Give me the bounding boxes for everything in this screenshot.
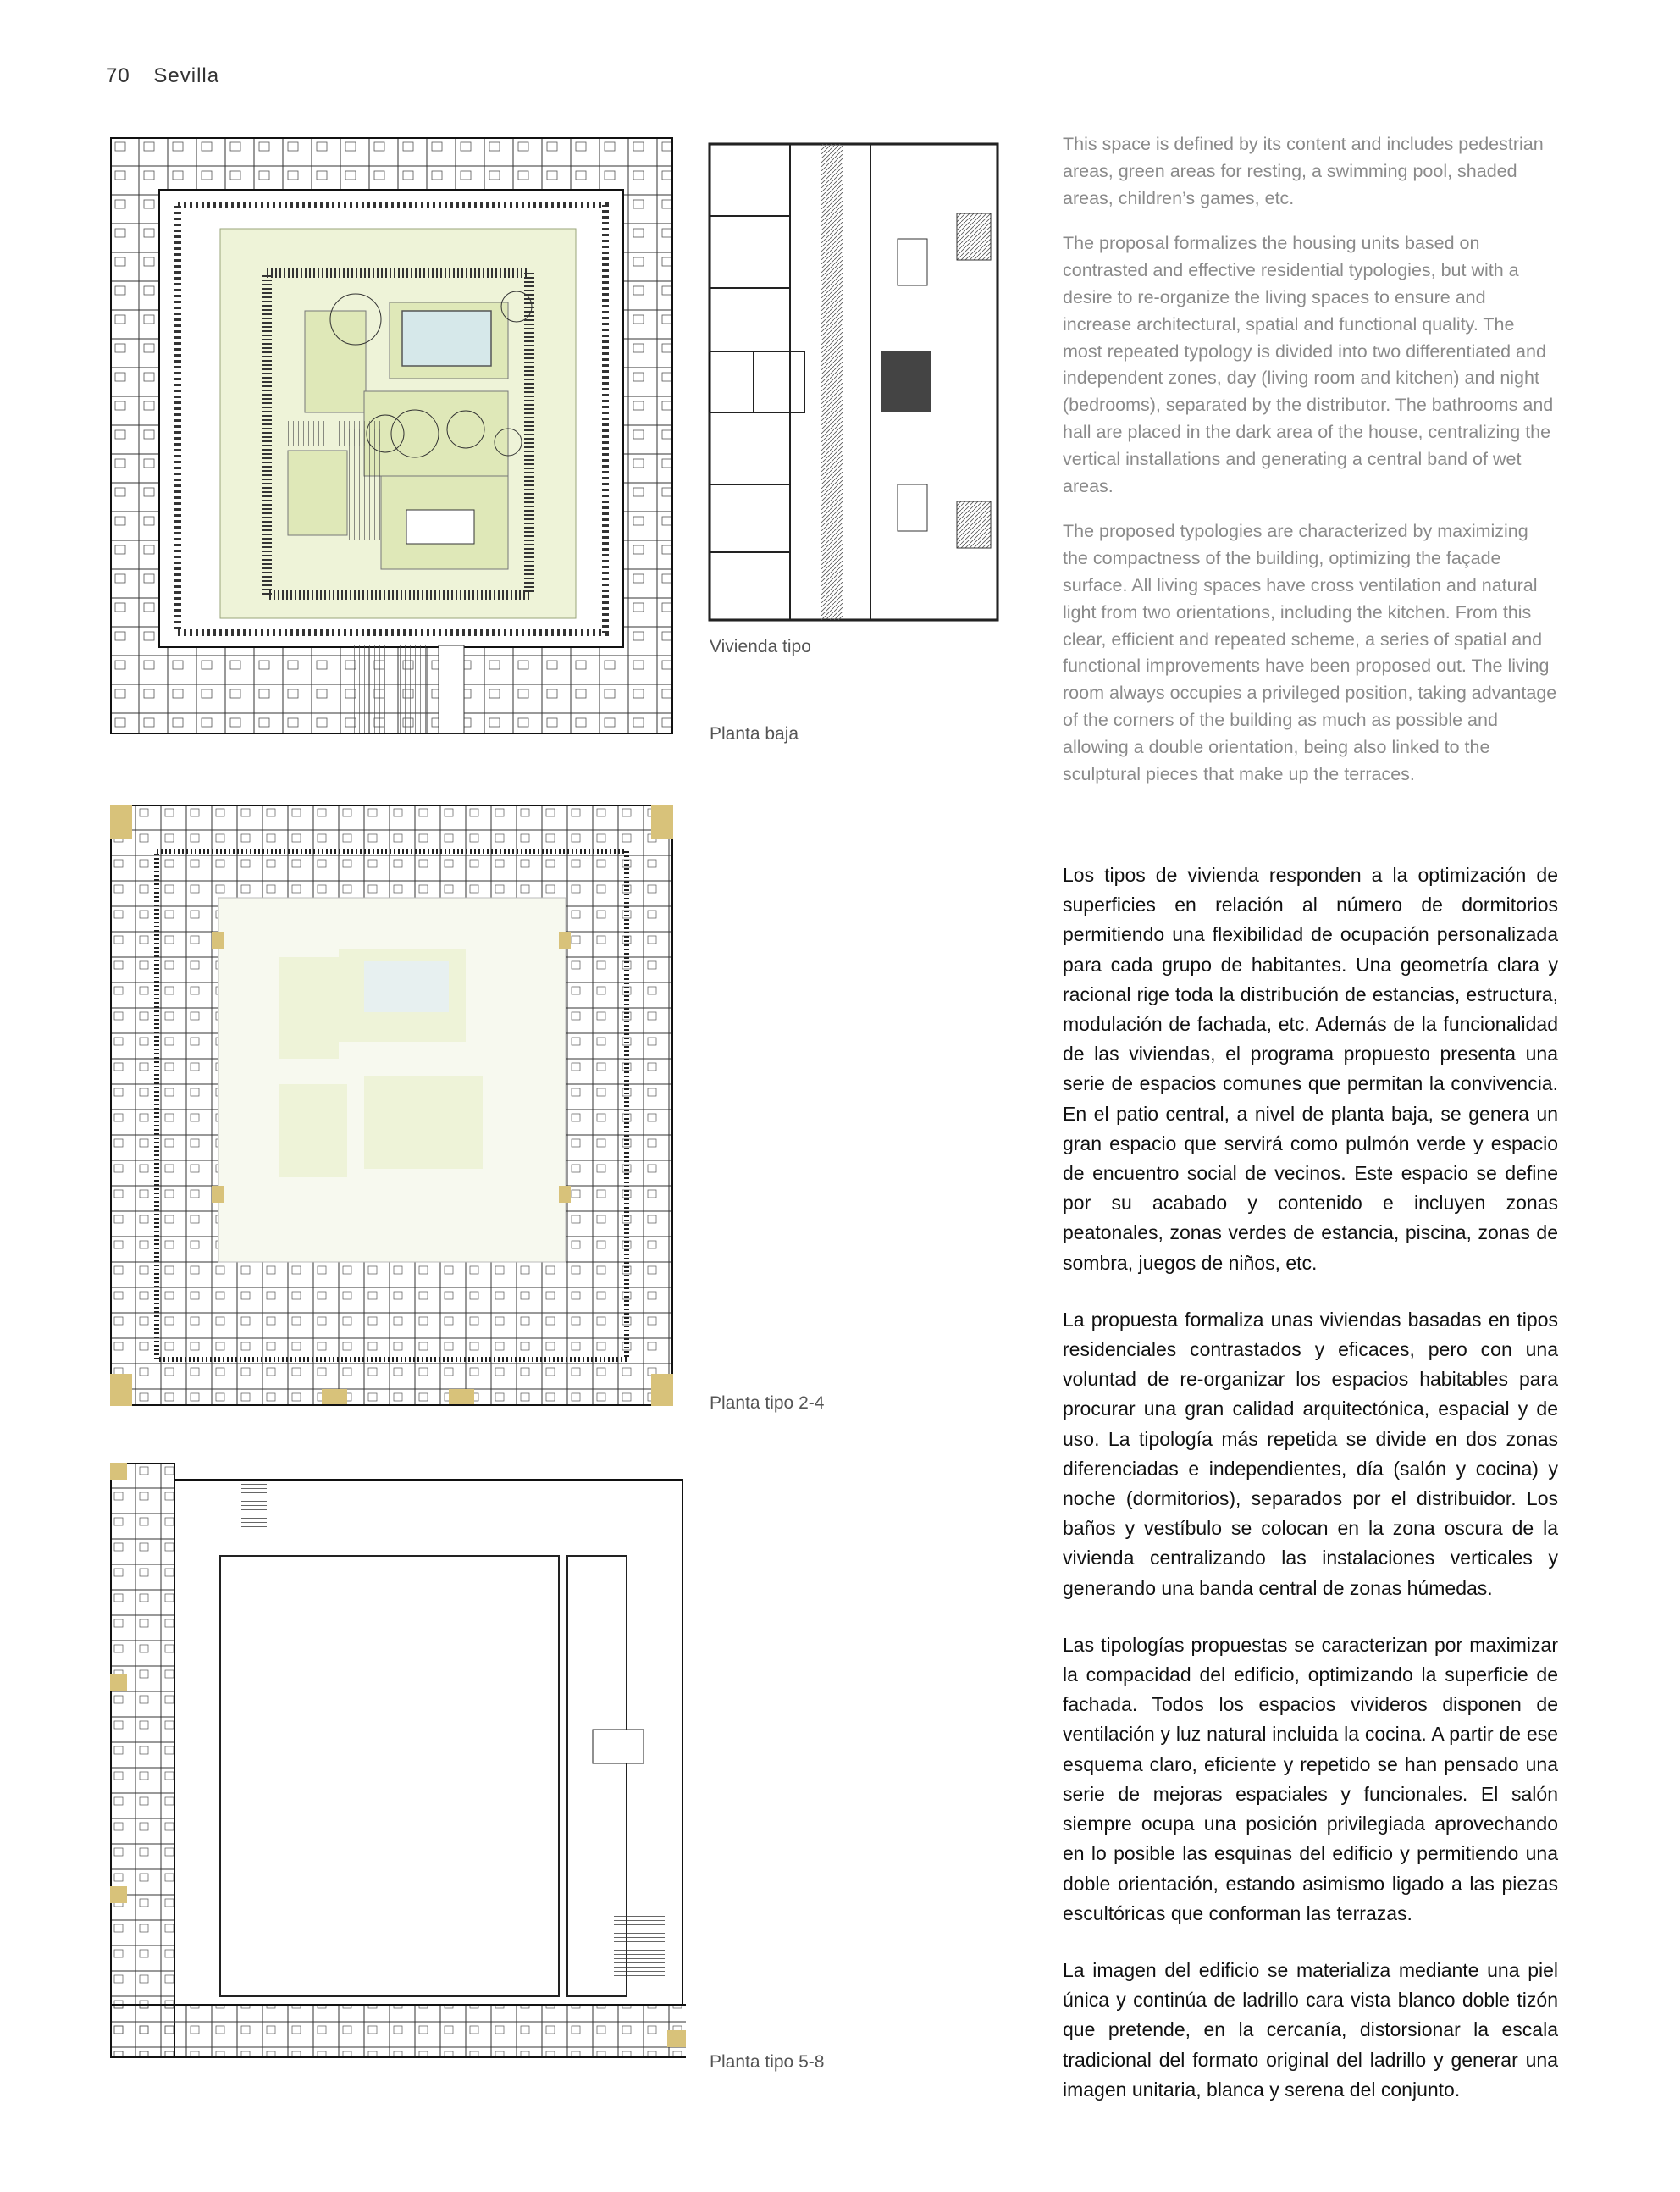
page-header [106, 64, 219, 88]
english-text-column [1063, 131, 1558, 806]
english-paragraph-3: The proposed typologies are characterized by maximizing the compactness of the building, optimizing the façade surface. All living spaces have cross ventilation and natural light from two orientations, including the kitchen. From this clear, efficient and repeated scheme, a series of spatial and functional improvements have been proposed out. The living room always occupies a privileged position, taking advantage of the corners of the building as much as possible and allowing a double orientation, being also linked to the sculptural pieces that make up the terraces. [1063, 521, 1557, 784]
typical-floor-5-8-caption: Planta tipo 5-8 [710, 2052, 825, 2072]
spanish-paragraph-4: La imagen del edificio se materializa mediante una piel única y continúa de ladrillo cara vista blanco doble tizón que pretende, en la cercanía, distorsionar la escala tradicional del formato original del ladrillo y generar una imagen unitaria, blanca y serena del conjunto. [1063, 1958, 1558, 2101]
spanish-paragraph-1: Los tipos de vivienda responden a la optimización de superficies en relación al número de dormitorios permitiendo una flexibilidad de ocupación personalizada para cada grupo de habitantes. Una geometría clara y racional rige toda la distribución de estancias, estructura, modulación de fachada, etc. Además de la funcionalidad de las viviendas, el programa propuesto presenta una serie de espacios comunes que permitan la convivencia. En el patio central, a nivel de planta baja, se genera un gran espacio que servirá como pulmón verde y espacio de encuentro social de vecinos. Este espacio se define por su acabado y contenido e incluyen zonas peatonales, zonas verdes de estancia, piscina, zonas de sombra, juegos de niños, etc. [1063, 864, 1558, 1274]
unit-plan-caption: Vivienda tipo [710, 637, 811, 656]
spanish-paragraph-2: La propuesta formaliza unas viviendas basadas en tipos residenciales contrastados y eficaces, pero con una voluntad de re-organizar los espacios habitables para procurar una gran calidad arquitectónica, espacial y de uso. La tipología más repetida se divide en dos zonas diferenciadas e independientes, día (salón y cocina) y noche (dormitorios), separados por el distribuidor. Los baños y vestíbulo se colocan en la zona oscura de la vivienda centralizando las instalaciones verticales y generando una banda central de zonas húmedas. [1063, 1308, 1558, 1599]
typical-floor-2-4-caption: Planta tipo 2-4 [710, 1393, 825, 1413]
unit-plan [703, 137, 1003, 626]
spanish-paragraph-3: Las tipologías propuestas se caracterizan por maximizar la compacidad del edificio, optimizando la superficie de fachada. Todos los espacios vivideros disponen de ventilación y luz natural incluida la cocina. A partir de ese esquema claro, eficiente y repetido se han pensado una serie de mejoras espaciales y funcionales. El salón siempre ocupa una posición privilegiada aprovechando en lo posible las esquinas del edificio y permitiendo una doble orientación, estando asimismo ligado a las piezas escultóricas que conforman las terrazas. [1063, 1633, 1558, 1924]
ground-floor-plan [110, 137, 673, 734]
english-paragraph-2: The proposal formalizes the housing units based on contrasted and effective residential typologies, but with a desire to re-organize the living spaces to ensure and increase architectural, spatial and functional quality. The most repeated typology is divided into two differentiated and independent zones, day (living room and kitchen) and night (bedrooms), separated by the distributor. The bathrooms and hall are placed in the dark area of the house, centralizing the vertical installations and generating a central band of wet areas. [1063, 233, 1554, 496]
section-title: Sevilla [153, 64, 220, 87]
spanish-text-column [1063, 861, 1558, 2132]
english-paragraph-1: This space is defined by its content and includes pedestrian areas, green areas for resting, a swimming pool, shaded areas, children’s games, etc. [1063, 134, 1544, 208]
page-number: 70 [106, 64, 130, 87]
typical-floor-5-8-plan [110, 1463, 686, 2060]
typical-floor-2-4-plan [110, 805, 673, 1406]
ground-floor-caption: Planta baja [710, 724, 799, 744]
